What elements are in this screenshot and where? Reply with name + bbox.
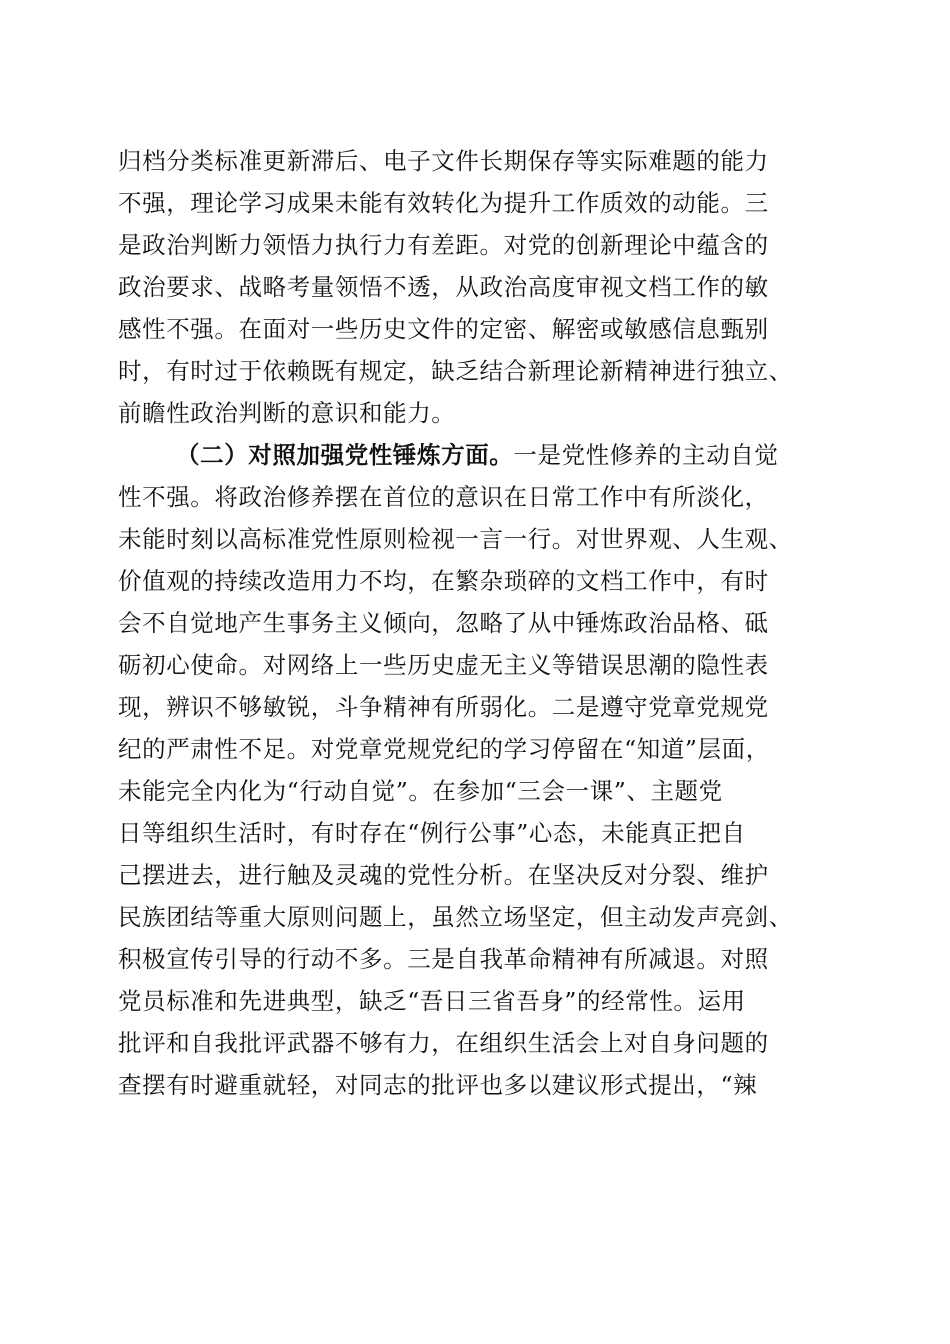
text-line: 纪的严肃性不足。对党章党规党纪的学习停留在“知道”层面，: [118, 735, 770, 763]
text-line: 日等组织生活时，有时存在“例行公事”心态，未能真正把自: [118, 819, 746, 847]
text-line: 时，有时过于依赖既有规定，缺乏结合新理论新精神进行独立、: [118, 357, 793, 385]
text-line: 前瞻性政治判断的意识和能力。: [118, 399, 456, 427]
section-heading-rest: 一是党性修养的主动自觉: [513, 441, 779, 469]
text-line: 砺初心使命。对网络上一些历史虚无主义等错误思潮的隐性表: [118, 651, 769, 679]
text-line: 己摆进去，进行触及灵魂的党性分析。在坚决反对分裂、维护: [118, 861, 769, 889]
text-line: 党员标准和先进典型，缺乏“吾日三省吾身”的经常性。运用: [118, 987, 746, 1015]
text-line: 不强，理论学习成果未能有效转化为提升工作质效的动能。三: [118, 189, 769, 217]
text-line: 价值观的持续改造用力不均，在繁杂琐碎的文档工作中，有时: [118, 567, 769, 595]
document-body: [118, 140, 830, 1106]
section-heading-line: [118, 434, 830, 476]
text-line: 归档分类标准更新滞后、电子文件长期保存等实际难题的能力: [118, 147, 769, 175]
text-line: 积极宣传引导的行动不多。三是自我革命精神有所减退。对照: [118, 945, 769, 973]
text-line: 民族团结等重大原则问题上，虽然立场坚定，但主动发声亮剑、: [118, 903, 793, 931]
text-line: 感性不强。在面对一些历史文件的定密、解密或敏感信息甄别: [118, 315, 769, 343]
text-line: 性不强。将政治修养摆在首位的意识在日常工作中有所淡化，: [118, 483, 769, 511]
text-line: 未能时刻以高标准党性原则检视一言一行。对世界观、人生观、: [118, 525, 793, 553]
text-line: 批评和自我批评武器不够有力，在组织生活会上对自身问题的: [118, 1029, 769, 1057]
text-line: 会不自觉地产生事务主义倾向，忽略了从中锤炼政治品格、砥: [118, 609, 769, 637]
text-line: 政治要求、战略考量领悟不透，从政治高度审视文档工作的敏: [118, 273, 769, 301]
text-line: 查摆有时避重就轻，对同志的批评也多以建议形式提出，“辣: [118, 1071, 758, 1099]
text-line: 是政治判断力领悟力执行力有差距。对党的创新理论中蕴含的: [118, 231, 769, 259]
text-line: 现，辨识不够敏锐，斗争精神有所弱化。二是遵守党章党规党: [118, 693, 769, 721]
text-line: 未能完全内化为“行动自觉”。在参加“三会一课”、主题党: [118, 777, 723, 805]
section-heading: （二）对照加强党性锤炼方面。: [176, 441, 514, 469]
